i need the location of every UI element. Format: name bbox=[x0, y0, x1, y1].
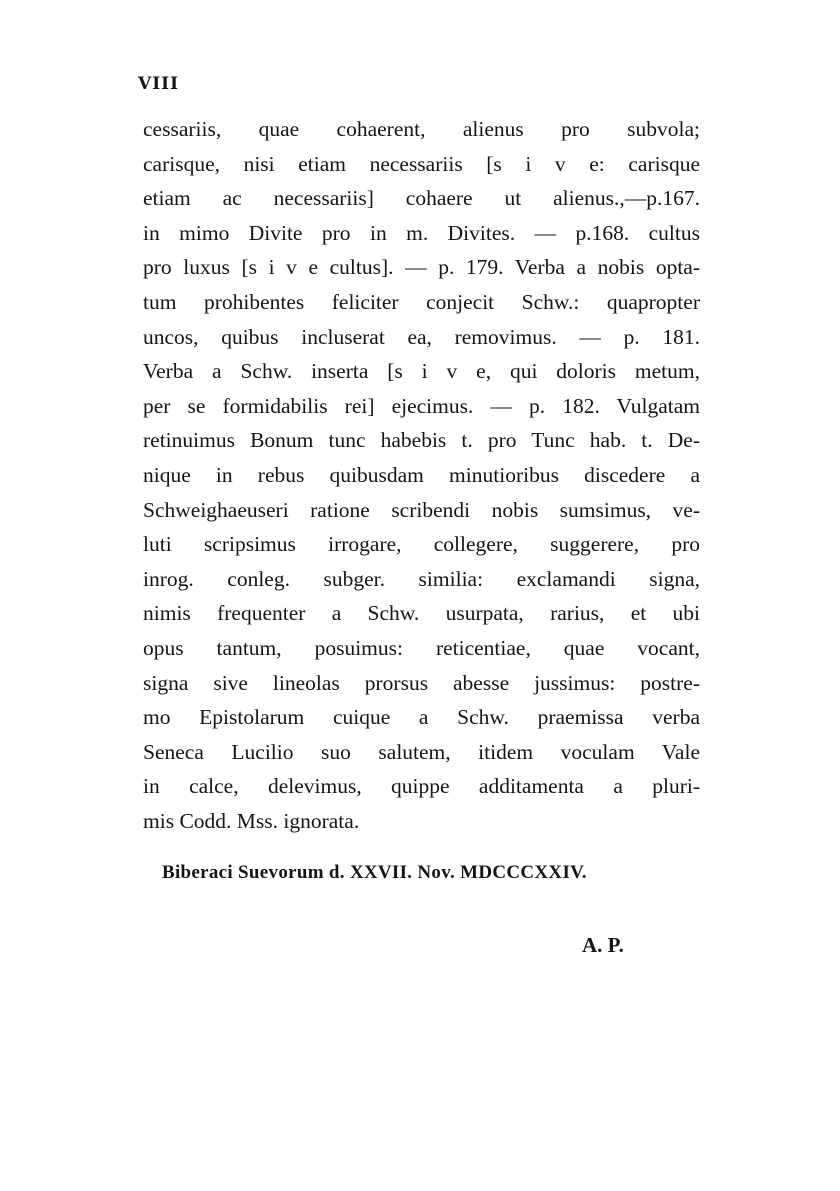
text-line: opus tantum, posuimus: reticentiae, quae vocant, bbox=[143, 635, 700, 660]
text-line: in mimo Divite pro in m. Divites. — p.168. cultus bbox=[143, 220, 700, 245]
page-number: VIII bbox=[138, 74, 180, 94]
text-line: retinuimus Bonum tunc habebis t. pro Tunc hab. t. De- bbox=[143, 428, 700, 453]
text-line: Seneca Lucilio suo salutem, itidem voculam Vale bbox=[143, 739, 700, 764]
signature: A. P. bbox=[582, 933, 624, 957]
text-line: inrog. conleg. subger. similia: exclamandi signa, bbox=[143, 566, 700, 591]
text-line: cessariis, quae cohaerent, alienus pro subvola; bbox=[143, 117, 700, 141]
text-line: per se formidabilis rei] ejecimus. — p. 182. Vulgatam bbox=[143, 393, 700, 418]
text-line: nimis frequenter a Schw. usurpata, rarius, et ubi bbox=[143, 601, 700, 626]
text-line: luti scripsimus irrogare, collegere, suggerere, pro bbox=[143, 532, 700, 557]
text-line: carisque, nisi etiam necessariis [s i v e: carisque bbox=[143, 151, 700, 176]
place-date-line: Biberaci Suevorum d. XXVII. Nov. MDCCCXXIV. bbox=[162, 862, 587, 883]
text-line: pro luxus [s i v e cultus]. — p. 179. Verba a nobis opta- bbox=[143, 255, 700, 280]
text-line: nique in rebus quibusdam minutioribus discedere a bbox=[143, 462, 700, 487]
text-line: Verba a Schw. inserta [s i v e, qui doloris metum, bbox=[143, 359, 700, 384]
text-line: uncos, quibus incluserat ea, removimus. — p. 181. bbox=[143, 324, 700, 349]
text-line: etiam ac necessariis] cohaere ut alienus.,—p.167. bbox=[143, 186, 700, 211]
body-text bbox=[143, 112, 700, 838]
text-line: signa sive lineolas prorsus abesse jussimus: postre- bbox=[143, 670, 700, 695]
text-line: mis Codd. Mss. ignorata. bbox=[143, 808, 360, 833]
text-line: in calce, delevimus, quippe additamenta a pluri- bbox=[143, 774, 700, 799]
text-line: Schweighaeuseri ratione scribendi nobis sumsimus, ve- bbox=[143, 497, 700, 522]
text-line: tum prohibentes feliciter conjecit Schw.: quapropter bbox=[143, 289, 700, 314]
text-line: mo Epistolarum cuique a Schw. praemissa verba bbox=[143, 705, 700, 730]
